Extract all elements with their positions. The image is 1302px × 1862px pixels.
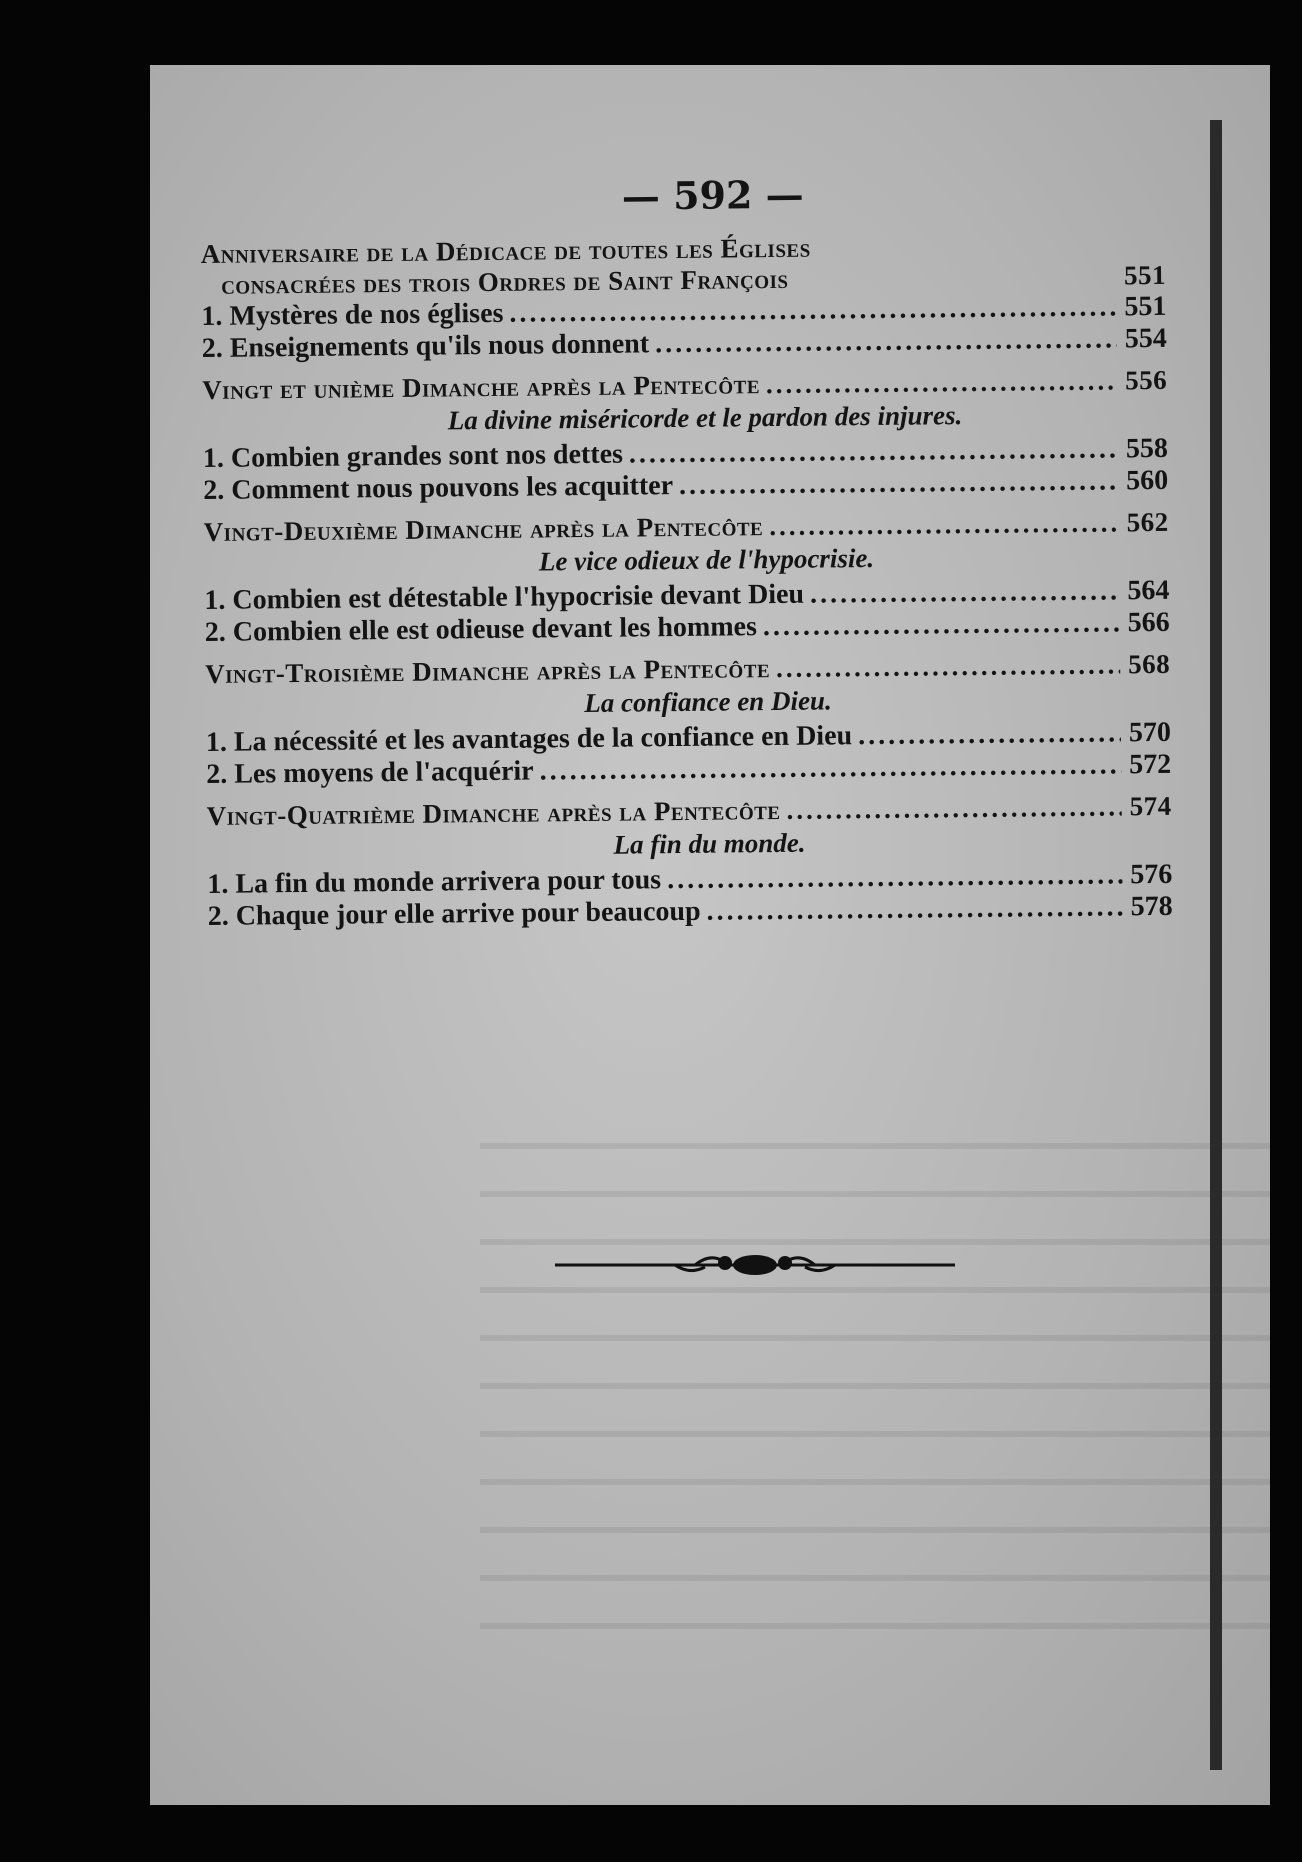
- entry-subtitle: La fin du monde.: [613, 827, 806, 860]
- leader-dots: [629, 433, 1118, 470]
- book-spine-shadow: [1210, 120, 1222, 1770]
- leader-dots: [655, 323, 1117, 360]
- entry-subtitle: La confiance en Dieu.: [584, 685, 832, 719]
- leader-dots: [858, 717, 1121, 752]
- toc-item-label: 2. Enseignements qu'ils nous donnent: [201, 328, 650, 364]
- entry-page-number: 568: [1127, 648, 1171, 680]
- toc-item-page: 554: [1124, 322, 1167, 355]
- toc-item-page: 576: [1130, 858, 1173, 891]
- entry-page-number: 562: [1126, 506, 1169, 538]
- toc-entry: [205, 649, 1171, 791]
- leader-dots: [776, 649, 1120, 684]
- page-number: — 592 —: [621, 171, 804, 219]
- entry-subtitle: La divine miséricorde et le pardon des injures.: [447, 400, 963, 436]
- bleed-through-text: [480, 1115, 1270, 1635]
- floral-divider-ornament-icon: [555, 1245, 955, 1285]
- leader-dots: [679, 465, 1118, 502]
- toc-item-page: 572: [1129, 748, 1172, 781]
- entry-subtitle: Le vice odieux de l'hypocrisie.: [538, 542, 875, 577]
- toc-item-label: 2. Comment nous pouvons les acquitter: [203, 470, 674, 506]
- entry-page-number: 574: [1129, 790, 1172, 822]
- toc-entry: [207, 791, 1173, 933]
- leader-dots: [706, 891, 1122, 927]
- toc-item-page: 578: [1130, 890, 1173, 923]
- toc-item-page: 560: [1126, 464, 1169, 497]
- toc-item-label: 2. Les moyens de l'acquérir: [206, 755, 534, 790]
- toc-entry: [202, 365, 1168, 507]
- leader-dots: [766, 365, 1118, 400]
- leader-dots: [539, 749, 1121, 787]
- toc-item-label: 2. Chaque jour elle arrive pour beaucoup: [207, 895, 701, 932]
- table-of-contents: [200, 168, 1173, 943]
- entry-heading-text: consacrées des trois Ordres de Saint François: [220, 263, 789, 300]
- entry-heading-text: Vingt-Troisième Dimanche après la Pentecôte: [205, 653, 771, 689]
- toc-item-page: 564: [1127, 574, 1170, 607]
- leader-dots: [786, 791, 1121, 826]
- toc-item-label: 2. Combien elle est odieuse devant les hommes: [204, 611, 758, 648]
- leader-dots: [763, 607, 1120, 643]
- toc-item-label: 1. La nécessité et les avantages de la confiance en Dieu: [205, 720, 853, 758]
- toc-entry: [204, 507, 1170, 649]
- toc-entry: [201, 229, 1167, 365]
- toc-item-label: 1. Mystères de nos églises: [201, 297, 504, 332]
- entry-page-number: 551: [1123, 259, 1167, 291]
- leader-dots: [769, 507, 1119, 542]
- entry-page-number: 556: [1125, 364, 1168, 396]
- toc-item-label: 1. Combien est détestable l'hypocrisie devant Dieu: [204, 578, 805, 616]
- leader-dots: [810, 575, 1120, 610]
- entry-heading-text: Vingt-Deuxième Dimanche après la Pentecôte: [203, 511, 764, 547]
- entry-heading-text: Vingt et unième Dimanche après la Pentecôte: [202, 369, 761, 405]
- entry-heading-text: Anniversaire de la Dédicace de toutes les Églises: [200, 232, 811, 269]
- toc-item-label: 1. La fin du monde arrivera pour tous: [207, 864, 662, 900]
- toc-item-page: 570: [1128, 716, 1172, 749]
- leader-dots: [667, 859, 1123, 896]
- entry-heading-text: Vingt-Quatrième Dimanche après la Pentecôte: [206, 794, 781, 831]
- toc-item-page: 558: [1125, 432, 1169, 465]
- toc-item-page: 566: [1127, 606, 1170, 639]
- toc-item-page: 551: [1124, 290, 1167, 323]
- toc-item-label: 1. Combien grandes sont nos dettes: [202, 438, 624, 474]
